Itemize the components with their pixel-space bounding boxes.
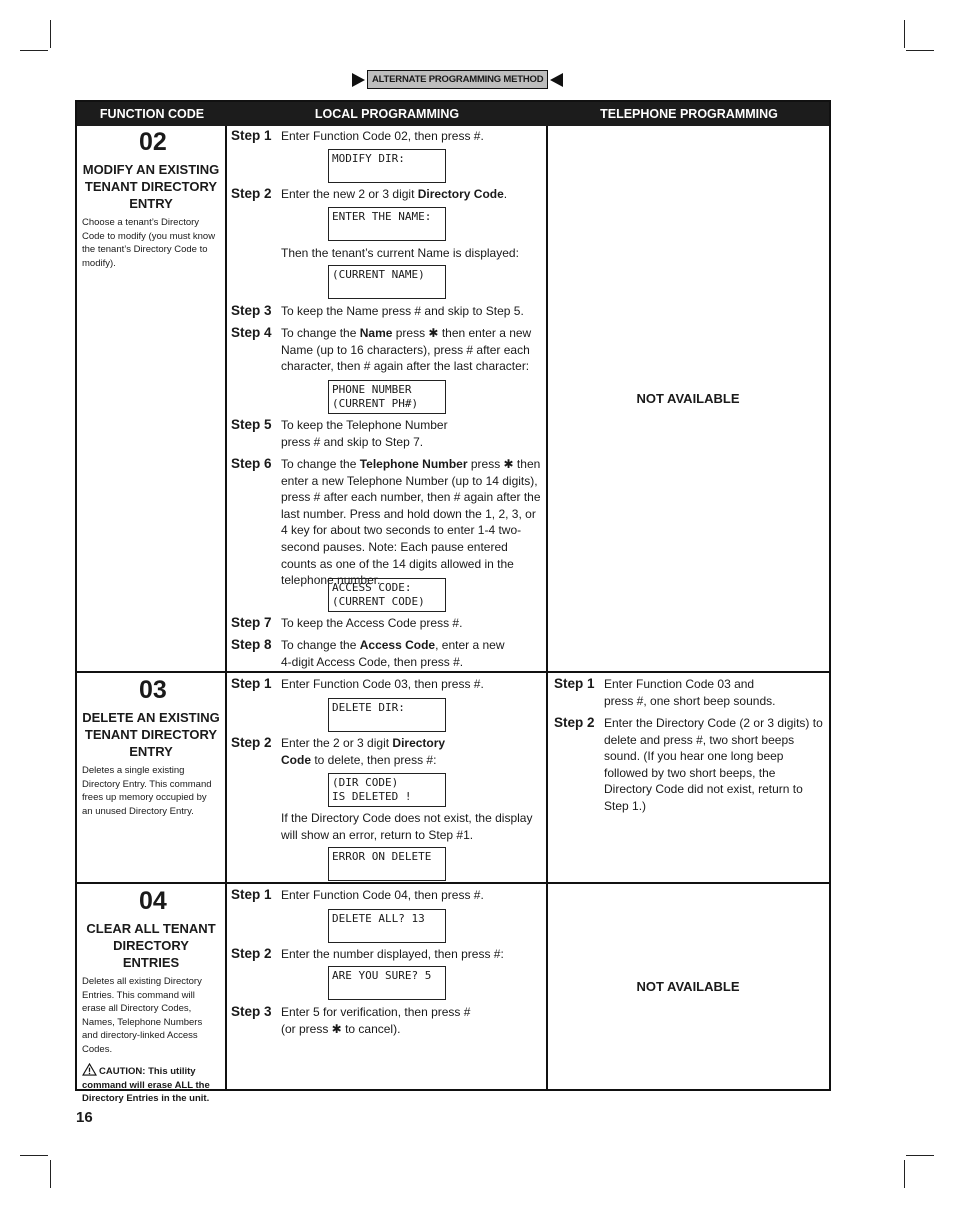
- step: [231, 325, 545, 375]
- function-code: 04: [139, 887, 167, 915]
- step-label: Step 1: [554, 676, 595, 691]
- step: [231, 676, 545, 693]
- crop-mark: [50, 20, 51, 48]
- step-note: Then the tenant’s current Name is displayed:: [281, 246, 519, 260]
- step-text: Enter Function Code 04, then press #.: [281, 888, 484, 902]
- step: [231, 637, 545, 670]
- lcd-display: (DIR CODE) IS DELETED !: [328, 773, 446, 807]
- step: [231, 128, 545, 145]
- crop-mark: [906, 50, 934, 51]
- step-text: Enter the 2 or 3 digit Directory Code to delete, then press #:: [281, 736, 446, 767]
- step-label: Step 2: [554, 715, 595, 730]
- step-text: To keep the Telephone Number press # and skip to Step 7.: [281, 418, 448, 449]
- header-local-programming: LOCAL PROGRAMMING: [314, 107, 460, 121]
- crop-mark: [20, 1155, 48, 1156]
- step-label: Step 3: [231, 303, 272, 318]
- step-text: To change the Telephone Number press ✱ then enter a new Telephone Number (up to 14 digits), press # after each number, then # again after the last number. Press and hold down the 1, 2, 3, or 4 key for about two seconds to enter 1-4 two-second pauses. Note: Each pause entered counts as one of the 14 digits allowed in the telephone number.: [281, 457, 541, 588]
- step-label: Step 2: [231, 946, 272, 961]
- step-text: Enter 5 for verification, then press # (or press ✱ to cancel).: [281, 1005, 471, 1036]
- crop-mark: [20, 50, 48, 51]
- step-label: Step 1: [231, 128, 272, 143]
- step-label: Step 2: [231, 186, 272, 201]
- row-divider: [77, 882, 829, 884]
- step: [231, 303, 545, 320]
- lcd-display: ERROR ON DELETE: [328, 847, 446, 881]
- lcd-display: ACCESS CODE: (CURRENT CODE): [328, 578, 446, 612]
- lcd-display: (CURRENT NAME): [328, 265, 446, 299]
- lcd-display: DELETE DIR:: [328, 698, 446, 732]
- function-cell-03: [77, 676, 225, 818]
- function-cell-02: [77, 128, 225, 270]
- step: [231, 887, 545, 904]
- step: [231, 186, 545, 203]
- function-cell-04: [77, 887, 225, 1106]
- function-title: DELETE AN EXISTING TENANT DIRECTORY ENTRY: [82, 710, 220, 759]
- step-label: Step 4: [231, 325, 272, 340]
- step-text: Enter Function Code 03, then press #.: [281, 677, 484, 691]
- step-label: Step 8: [231, 637, 272, 652]
- step-label: Step 7: [231, 615, 272, 630]
- step: [554, 715, 824, 815]
- crop-mark: [904, 1160, 905, 1188]
- column-divider: [546, 126, 548, 1089]
- step: [231, 615, 545, 632]
- not-available-label: NOT AVAILABLE: [636, 391, 740, 406]
- function-description: Deletes a single existing Directory Entry. This command frees up memory occupied by an unused Directory Entry.: [82, 765, 212, 817]
- arrow-left-icon: [550, 73, 563, 87]
- function-title: MODIFY AN EXISTING TENANT DIRECTORY ENTRY: [82, 162, 220, 211]
- function-code: 02: [139, 128, 167, 156]
- step-text: Enter the Directory Code (2 or 3 digits) to delete and press #, two short beeps sound. (If you hear one long beep followed by two short beeps, the Directory Code did not exist, return to Step 1.): [604, 716, 823, 813]
- not-available-label: NOT AVAILABLE: [636, 979, 740, 994]
- function-description: Deletes all existing Directory Entries. This command will erase all Directory Codes, Names, Telephone Numbers and directory-linked Access Codes.: [82, 976, 203, 1055]
- step-text: To keep the Name press # and skip to Step 5.: [281, 304, 524, 318]
- step-note: If the Directory Code does not exist, the display will show an error, return to Step #1.: [281, 811, 533, 842]
- step-label: Step 1: [231, 887, 272, 902]
- step-text: Enter Function Code 03 and press #, one short beep sounds.: [604, 677, 776, 708]
- caution-note: [82, 1063, 220, 1106]
- step: [231, 1004, 545, 1037]
- row-divider: [77, 671, 829, 673]
- lcd-display: DELETE ALL? 13: [328, 909, 446, 943]
- page-number: 16: [76, 1109, 93, 1126]
- function-code: 03: [139, 676, 167, 704]
- step-text: To change the Access Code, enter a new 4-digit Access Code, then press #.: [281, 638, 505, 669]
- step-label: Step 5: [231, 417, 272, 432]
- column-divider: [225, 126, 227, 1089]
- header-function-code: FUNCTION CODE: [99, 107, 205, 121]
- step-text: Enter the number displayed, then press #:: [281, 947, 504, 961]
- step-label: Step 3: [231, 1004, 272, 1019]
- crop-mark: [50, 1160, 51, 1188]
- header-telephone-programming: TELEPHONE PROGRAMMING: [600, 107, 778, 121]
- step-text: To change the Name press ✱ then enter a new Name (up to 16 characters), press # after each character, then # again after the last character:: [281, 326, 532, 374]
- function-description: Choose a tenant’s Directory Code to modify (you must know the tenant’s Directory Code to modify).: [82, 217, 216, 269]
- section-banner: [352, 70, 563, 89]
- lcd-display: MODIFY DIR:: [328, 149, 446, 183]
- step: [231, 417, 545, 450]
- arrow-right-icon: [352, 73, 365, 87]
- crop-mark: [906, 1155, 934, 1156]
- programming-table: [75, 100, 831, 1104]
- step-label: Step 1: [231, 676, 272, 691]
- step-label: Step 6: [231, 456, 272, 471]
- step: [231, 946, 545, 963]
- step: [231, 735, 545, 768]
- lcd-display: ARE YOU SURE? 5: [328, 966, 446, 1000]
- step: [231, 456, 545, 589]
- crop-mark: [904, 20, 905, 48]
- banner-label: ALTERNATE PROGRAMMING METHOD: [367, 70, 548, 89]
- function-title: CLEAR ALL TENANT DIRECTORY ENTRIES: [86, 921, 216, 970]
- warning-icon: [82, 1063, 97, 1076]
- step-text: To keep the Access Code press #.: [281, 616, 463, 630]
- lcd-display: ENTER THE NAME:: [328, 207, 446, 241]
- step-label: Step 2: [231, 735, 272, 750]
- lcd-display: PHONE NUMBER (CURRENT PH#): [328, 380, 446, 414]
- step-text: Enter the new 2 or 3 digit Directory Code.: [281, 187, 508, 201]
- step: [554, 676, 824, 709]
- caution-text: CAUTION: This utility command will erase ALL the Directory Entries in the unit.: [82, 1066, 210, 1104]
- table-header: [77, 102, 829, 126]
- step-text: Enter Function Code 02, then press #.: [281, 129, 484, 143]
